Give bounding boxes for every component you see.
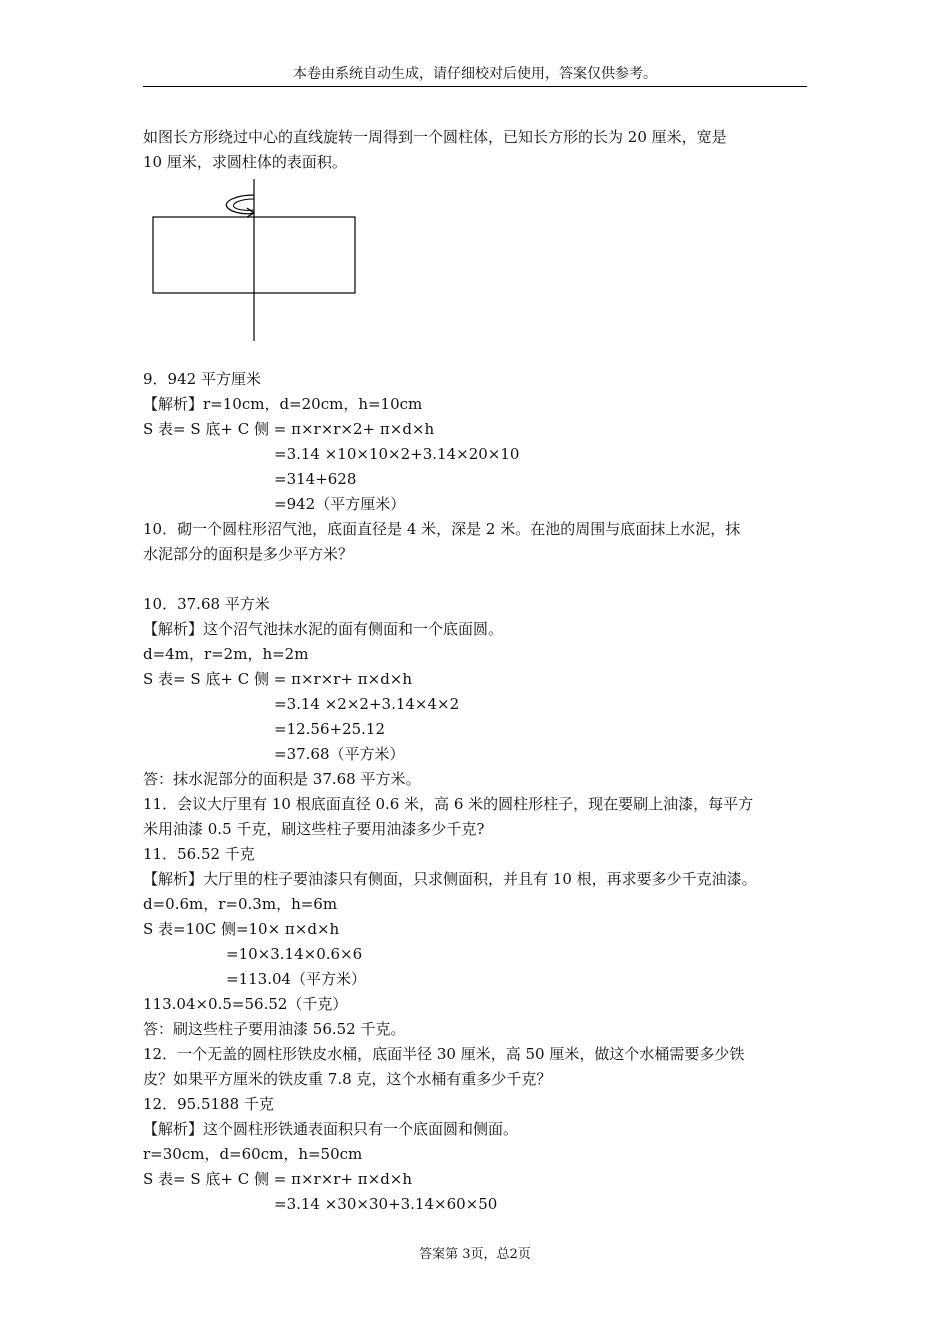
- answer-11-step-2: =113.04（平方米）: [226, 970, 367, 988]
- header-divider: [143, 86, 807, 87]
- answer-10-conclusion: 答：抹水泥部分的面积是 37.68 平方米。: [143, 770, 421, 788]
- answer-11-step-3: 113.04×0.5=56.52（千克）: [143, 995, 348, 1013]
- problem-12-line-1: 12．一个无盖的圆柱形铁皮水桶，底面半径 30 厘米，高 50 厘米，做这个水桶需要多少铁: [143, 1045, 745, 1063]
- problem-11-line-2: 米用油漆 0.5 千克，刷这些柱子要用油漆多少千克?: [143, 820, 485, 838]
- answer-11-step-1: =10×3.14×0.6×6: [226, 945, 363, 963]
- answer-10-analysis: 【解析】这个沼气池抹水泥的面有侧面和一个底面圆。: [143, 620, 504, 638]
- document-body: [143, 125, 813, 1217]
- page-footer: 答案第 3页，总2页: [419, 1247, 531, 1262]
- problem-10-line-1: 10．砌一个圆柱形沼气池，底面直径是 4 米，深是 2 米。在池的周围与底面抹上水泥，抹: [143, 520, 741, 538]
- problem-8-line-2: 10 厘米，求圆柱体的表面积。: [143, 153, 347, 171]
- problem-10-line-2: 水泥部分的面积是多少平方米？: [143, 545, 354, 563]
- answer-12-step-1: =3.14 ×30×30+3.14×60×50: [274, 1195, 498, 1213]
- answer-11-analysis: 【解析】大厅里的柱子要油漆只有侧面，只求侧面积，并且有 10 根，再求要多少千克油漆。: [143, 870, 757, 888]
- answer-11-formula: S 表=10C 侧=10× π×d×h: [143, 920, 340, 938]
- answer-10-step-2: =12.56+25.12: [274, 720, 386, 738]
- answer-10-step-3: =37.68（平方米）: [274, 745, 405, 763]
- page-header: 本卷由系统自动生成，请仔细校对后使用，答案仅供参考。: [293, 66, 657, 82]
- answer-12-formula: S 表= S 底+ C 侧 = π×r×r+ π×d×h: [143, 1170, 413, 1188]
- answer-12-given: r=30cm，d=60cm，h=50cm: [143, 1145, 363, 1163]
- answer-12-analysis: 【解析】这个圆柱形铁通表面积只有一个底面圆和侧面。: [143, 1120, 519, 1138]
- problem-12-line-2: 皮？如果平方厘米的铁皮重 7.8 克，这个水桶有重多少千克？: [143, 1070, 552, 1088]
- answer-10-result: 10．37.68 平方米: [143, 595, 270, 613]
- answer-10-step-1: =3.14 ×2×2+3.14×4×2: [274, 695, 460, 713]
- rotation-figure: [143, 179, 403, 349]
- answer-9-step-1: =3.14 ×10×10×2+3.14×20×10: [274, 445, 520, 463]
- answer-9-result: 9．942 平方厘米: [143, 370, 261, 388]
- rectangle-rotation-diagram: [143, 179, 403, 349]
- answer-11-conclusion: 答：刷这些柱子要用油漆 56.52 千克。: [143, 1020, 406, 1038]
- problem-11-line-1: 11．会议大厅里有 10 根底面直径 0.6 米，高 6 米的圆柱形柱子，现在要刷上油漆，每平方: [143, 795, 754, 813]
- rotation-arrow-icon: [226, 195, 254, 214]
- spacer: [143, 567, 813, 592]
- answer-10-given: d=4m，r=2m，h=2m: [143, 645, 309, 663]
- answer-9-step-3: =942（平方厘米）: [274, 495, 406, 513]
- answer-9-analysis: 【解析】r=10cm，d=20cm，h=10cm: [143, 395, 423, 413]
- answer-9-formula: S 表= S 底+ C 侧 = π×r×r×2+ π×d×h: [143, 420, 435, 438]
- answer-11-given: d=0.6m，r=0.3m，h=6m: [143, 895, 338, 913]
- answer-12-result: 12．95.5188 千克: [143, 1095, 274, 1113]
- answer-9-step-2: =314+628: [274, 470, 357, 488]
- answer-11-result: 11．56.52 千克: [143, 845, 255, 863]
- problem-8-line-1: 如图长方形绕过中心的直线旋转一周得到一个圆柱体，已知长方形的长为 20 厘米，宽是: [143, 128, 727, 146]
- answer-10-formula: S 表= S 底+ C 侧 = π×r×r+ π×d×h: [143, 670, 413, 688]
